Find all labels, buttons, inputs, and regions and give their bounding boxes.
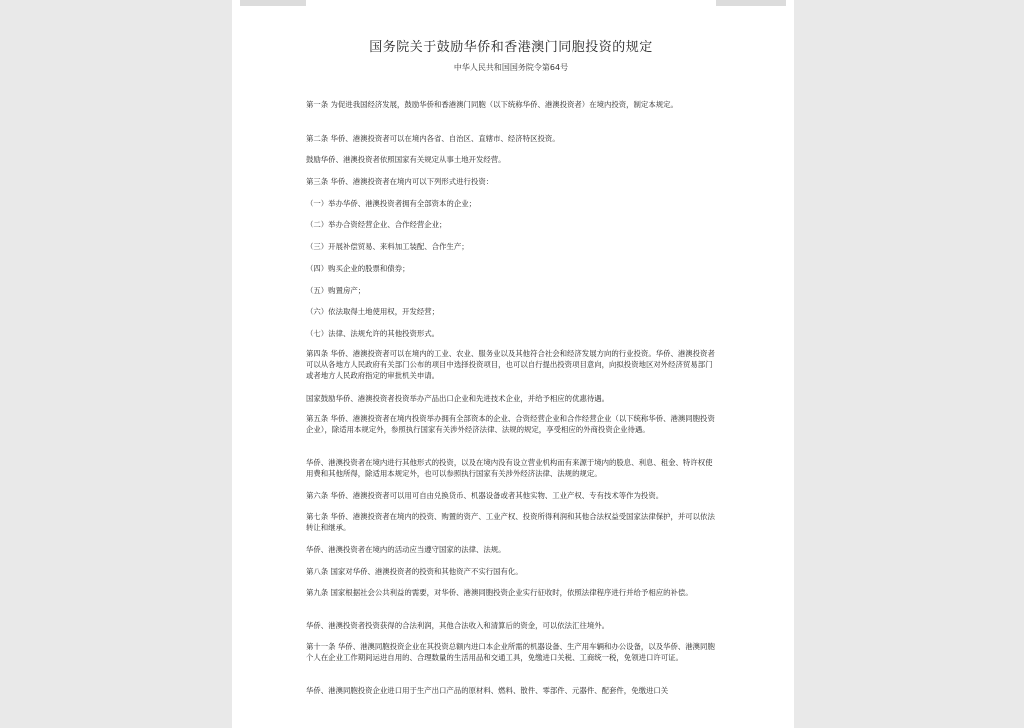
document-title: 国务院关于鼓励华侨和香港澳门同胞投资的规定: [369, 40, 653, 55]
paragraph-4: 第三条 华侨、港澳投资者在境内可以下列形式进行投资：: [306, 177, 494, 186]
paragraph-article-8: 第八条 国家对华侨、港澳投资者的投资和其他资产不实行国有化。: [306, 567, 523, 576]
document-subtitle: 中华人民共和国国务院令第64号: [453, 63, 569, 72]
paragraph-article-5: 第五条 华侨、港澳投资者在境内投资举办拥有全部资本的企业、合资经营企业和合作经营企业（以下统称华侨、港澳同胞投资企业），除适用本规定外，参照执行国家有关涉外经济法律、法规的规定，享受相应的外商投资企业待遇。: [306, 414, 715, 434]
list-item-2: （二）举办合资经营企业、合作经营企业；: [306, 220, 447, 229]
paragraph-article-9: 第九条 国家根据社会公共利益的需要，对华侨、港澳同胞投资企业实行征收时，依照法律程序进行并给予相应的补偿。: [306, 588, 693, 597]
list-item-7: （七）法律、法规允许的其他投资形式。: [306, 329, 440, 338]
paragraph-other-investment: 华侨、港澳投资者在境内进行其他形式的投资，以及在境内没有设立营业机构而有来源于境内的股息、利息、租金、特许权使用费和其他所得，除适用本规定外，也可以参照执行国家有关涉外经济法律、法规的规定。: [306, 458, 713, 478]
paragraph-1: 第一条 为促进我国经济发展，鼓励华侨和香港澳门同胞（以下统称华侨、港澳投资者）在境内投资，制定本规定。: [306, 100, 678, 109]
list-item-5: （五）购置房产；: [306, 286, 366, 295]
list-item-4: （四）购买企业的股票和债券；: [306, 264, 410, 273]
paragraph-comply: 华侨、港澳投资者在境内的活动应当遵守国家的法律、法规。: [306, 545, 506, 554]
paragraph-article-11: 第十一条 华侨、港澳同胞投资企业在其投资总额内进口本企业所需的机器设备、生产用车辆和办公设备，以及华侨、港澳同胞个人在企业工作期间运进自用的、合理数量的生活用品和交通工具，免缴进口关税、工商统一税，免领进口许可证。: [306, 642, 715, 662]
list-item-1: （一）举办华侨、港澳投资者拥有全部资本的企业；: [306, 199, 476, 208]
paragraph-encourage: 国家鼓励华侨、港澳投资者投资举办产品出口企业和先进技术企业，并给予相应的优惠待遇。: [306, 394, 610, 403]
paragraph-article-4: 第四条 华侨、港澳投资者可以在境内的工业、农业、服务业以及其他符合社会和经济发展方向的行业投资。华侨、港澳投资者可以从各地方人民政府有关部门公布的项目中选择投资项目，也可以自行提出投资项目意向，向拟投资地区对外经济贸易部门或者地方人民政府指定的审批机关申请。: [306, 349, 715, 380]
paragraph-article-6: 第六条 华侨、港澳投资者可以用可自由兑换货币、机器设备或者其他实物、工业产权、专有技术等作为投资。: [306, 491, 664, 500]
list-item-6: （六）依法取得土地使用权，开发经营；: [306, 307, 440, 316]
paragraph-3: 鼓励华侨、港澳投资者依照国家有关规定从事土地开发经营。: [306, 155, 506, 164]
document-sheet: [306, 0, 716, 728]
paragraph-article-7: 第七条 华侨、港澳投资者在境内的投资、购置的资产、工业产权、投资所得利润和其他合法权益受国家法律保护，并可以依法转让和继承。: [306, 512, 715, 532]
document-page: [232, 0, 794, 728]
paragraph-2: 第二条 华侨、港澳投资者可以在境内各省、自治区、直辖市、经济特区投资。: [306, 134, 560, 143]
paragraph-imports: 华侨、港澳同胞投资企业进口用于生产出口产品的原材料、燃料、散件、零部件、元器件、配套件，免缴进口关: [306, 686, 669, 695]
paragraph-profits: 华侨、港澳投资者投资获得的合法利润，其他合法收入和清算后的资金，可以依法汇往境外。: [306, 621, 610, 630]
list-item-3: （三）开展补偿贸易、来料加工装配、合作生产；: [306, 242, 469, 251]
